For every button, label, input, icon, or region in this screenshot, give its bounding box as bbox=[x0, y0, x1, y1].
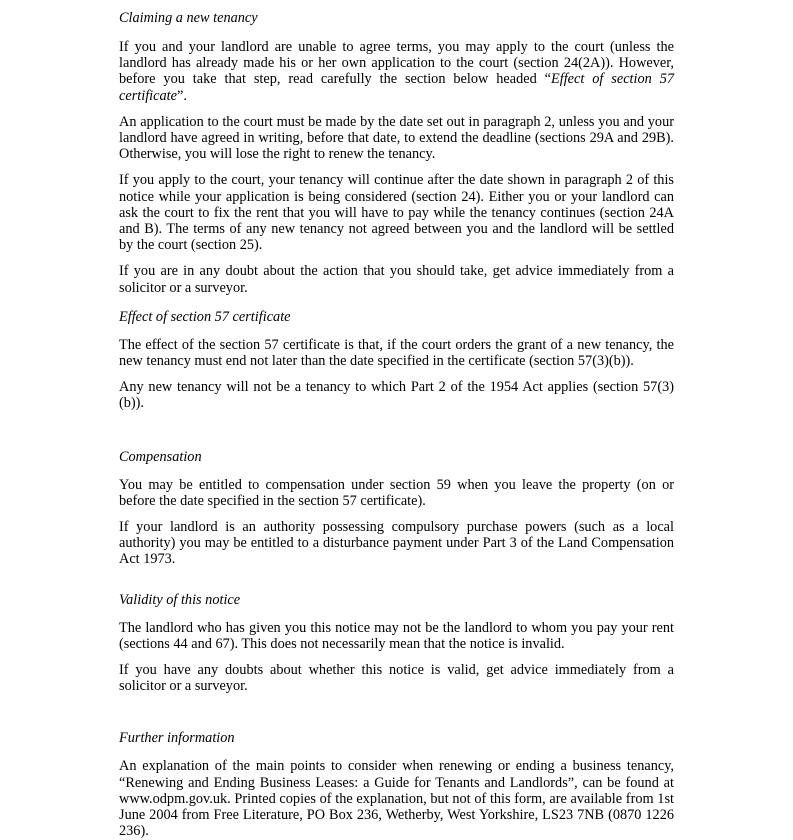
paragraph-claiming-4: If you are in any doubt about the action that you should take, get advice immediately from a solicitor or a surveyor. bbox=[119, 263, 674, 296]
paragraph-claiming-2: An application to the court must be made by the date set out in paragraph 2, unless you and your landlord have agreed in writing, before that date, to extend the deadline (sections 29A and 29B). Otherwise, you will lose the right to renew the tenancy. bbox=[119, 113, 674, 163]
paragraph-claiming-1 bbox=[119, 39, 674, 104]
paragraph-compensation-1: You may be entitled to compensation under section 59 when you leave the property (on or before the date specified in the section 57 certificate). bbox=[119, 476, 674, 509]
paragraph-validity-1: The landlord who has given you this notice may not be the landlord to whom you pay your rent (sections 44 and 67). This does not necessarily mean that the notice is invalid. bbox=[119, 619, 674, 652]
heading-claiming-new-tenancy: Claiming a new tenancy bbox=[119, 10, 258, 26]
cross-reference-effect-section: Effect of section 57 certificate bbox=[119, 71, 674, 104]
heading-compensation: Compensation bbox=[119, 448, 202, 465]
paragraph-compensation-2: If your landlord is an authority possessing compulsory purchase powers (such as a local authority) you may be entitled to a disturbance payment under Part 3 of the Land Compensation Act 1973. bbox=[119, 519, 674, 568]
heading-validity: Validity of this notice bbox=[119, 591, 241, 608]
paragraph-claiming-1-end: ”. bbox=[176, 87, 187, 104]
heading-effect-section-57: Effect of section 57 certificate bbox=[119, 308, 291, 325]
paragraph-effect-1: The effect of the section 57 certificate is that, if the court orders the grant of a new tenancy, the new tenancy must end not later than the date specified in the certificate (section 57(3)(b)). bbox=[119, 336, 674, 370]
paragraph-claiming-1-text: If you and your landlord are unable to agree terms, you may apply to the court (unless the landlord has already made his or her own application to the court (section 24(2A)). However, before you take that step, read carefully the section below headed “ bbox=[119, 39, 674, 88]
heading-further-information: Further information bbox=[119, 730, 235, 747]
document-page bbox=[119, 10, 674, 840]
paragraph-validity-2: If you have any doubts about whether this notice is valid, get advice immediately from a solicitor or a surveyor. bbox=[119, 662, 674, 695]
paragraph-further-1: An explanation of the main points to consider when renewing or ending a business tenancy, “Renewing and Ending Business Leases: a Guide for Tenants and Landlords”, can be found at www.odpm.gov.uk. Printed copies of the explanation, but not of this form, are available from 1st June 2004 from Free Literature, PO Box 236, Wetherby, West Yorkshire, LS23 7NB (0870 1226 236). bbox=[119, 758, 674, 840]
paragraph-claiming-3: If you apply to the court, your tenancy will continue after the date shown in paragraph 2 of this notice while your application is being considered (section 24). Either you or your landlord can ask the court to fix the rent that you will have to pay while the tenancy continues (section 24A and B). The terms of any new tenancy not agreed between you and the landlord will be settled by the court (section 25). bbox=[119, 172, 674, 254]
paragraph-effect-2: Any new tenancy will not be a tenancy to which Part 2 of the 1954 Act applies (section 57(3)(b)). bbox=[119, 379, 674, 412]
